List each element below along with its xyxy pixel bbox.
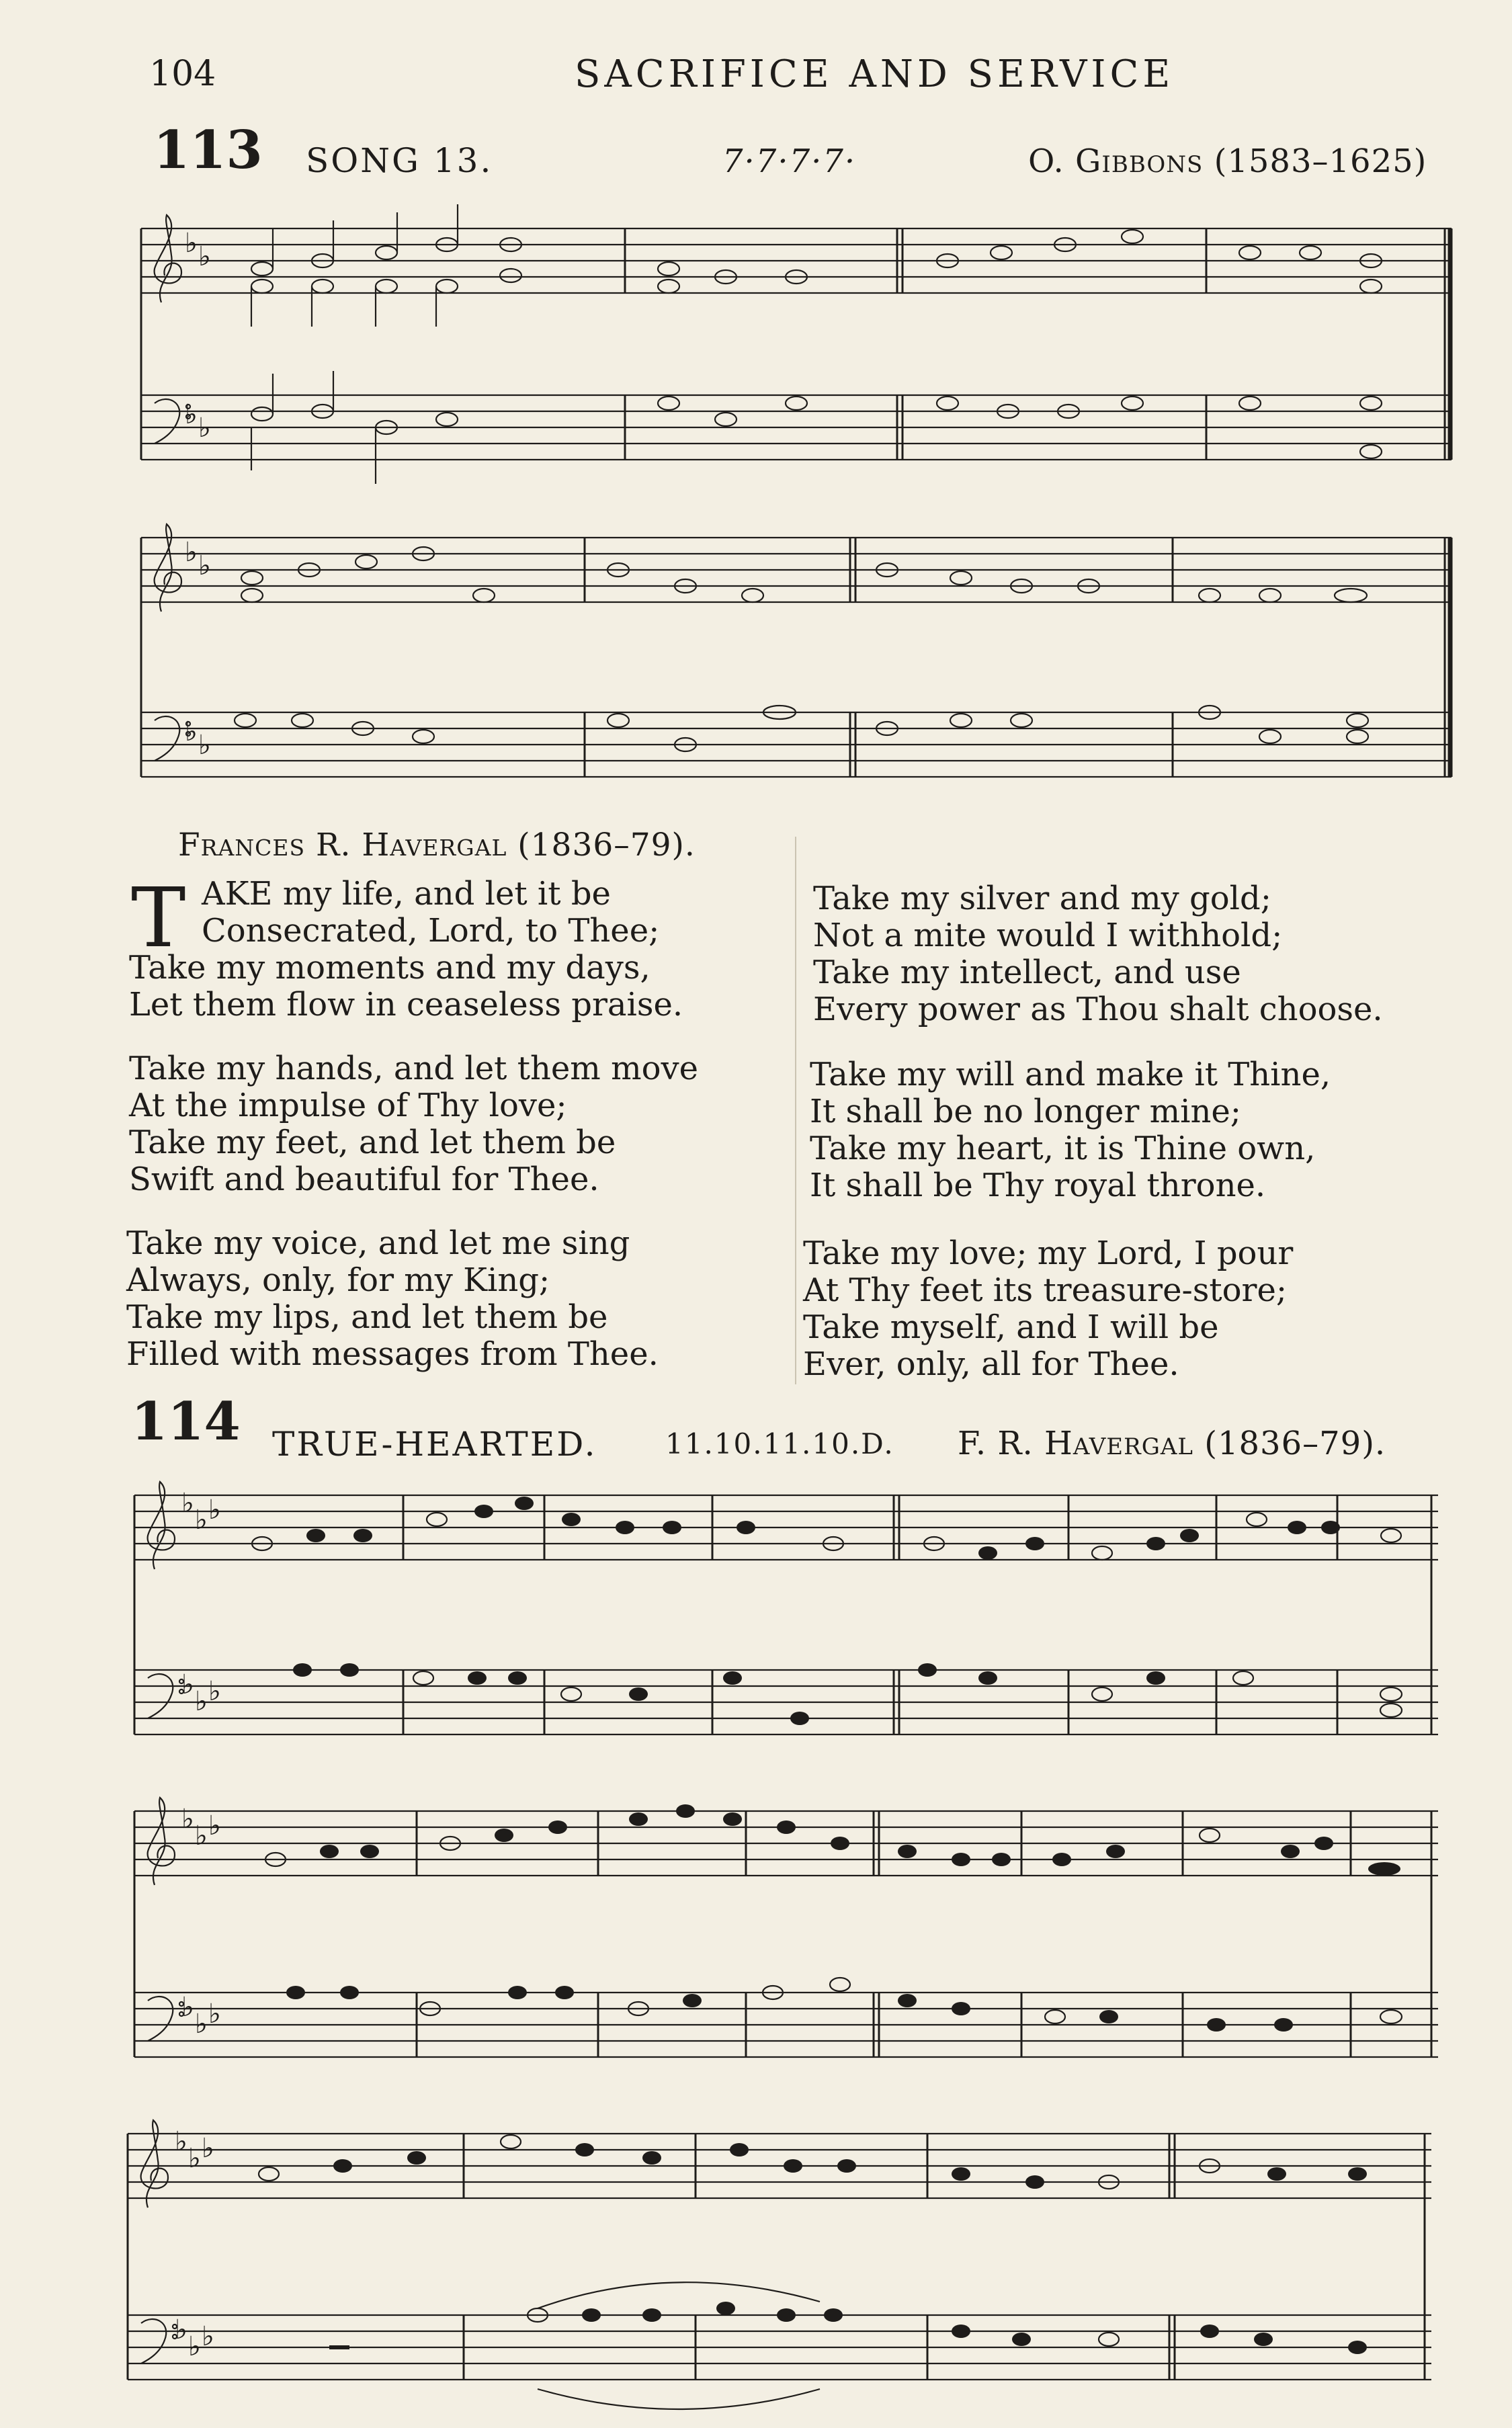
verse-line: Take my moments and my days, [129, 949, 650, 987]
running-header: SACRIFICE AND SERVICE [575, 52, 1175, 96]
svg-text:♭: ♭ [198, 730, 211, 761]
key-signature [181, 1804, 221, 2040]
svg-text:♭: ♭ [188, 2331, 201, 2362]
hymn-number: 113 [153, 120, 263, 181]
svg-text:♭: ♭ [175, 2126, 187, 2157]
svg-text:♭: ♭ [195, 1686, 208, 1717]
notes-114-c [259, 2135, 1367, 2354]
verse-line: Take my heart, it is Thine own, [810, 1130, 1316, 1167]
bass-staff [134, 1670, 1438, 1734]
svg-text:♭: ♭ [198, 241, 211, 272]
music-system-114-c [121, 2107, 1438, 2416]
stems-113-a [251, 204, 458, 484]
svg-text:♭: ♭ [208, 1810, 221, 1841]
svg-text:♭: ♭ [181, 1992, 194, 2023]
svg-text:♭: ♭ [208, 1999, 221, 2029]
notes-114-a [252, 1497, 1402, 1725]
page-number: 104 [149, 54, 216, 94]
bass-staff [141, 395, 1452, 460]
verse-line: At the impulse of Thy love; [129, 1087, 567, 1124]
tune-name: SONG 13. [306, 141, 493, 180]
hymn-number: 114 [131, 1391, 241, 1452]
stanza-left-1 [202, 876, 659, 950]
verse-line: Every power as Thou shalt choose. [813, 991, 1383, 1028]
music-system-114-b [128, 1784, 1445, 2093]
bass-staff [128, 2315, 1431, 2380]
stanza-right-2 [810, 1056, 1331, 1204]
svg-text:♭: ♭ [208, 1676, 221, 1707]
svg-text:♭: ♭ [195, 1505, 208, 1536]
stanza-right-1 [813, 880, 1383, 1028]
music-system-114-a [128, 1468, 1445, 1771]
verse-line: Take my feet, and let them be [129, 1124, 616, 1161]
bass-staff [141, 712, 1452, 777]
notes-113-a [251, 230, 1382, 458]
verse-line: Ever, only, all for Thee. [803, 1345, 1179, 1383]
svg-text:♭: ♭ [175, 2314, 187, 2345]
svg-text:♭: ♭ [185, 228, 198, 259]
stanza-right-3 [803, 1235, 1293, 1383]
verse-line: Take my will and make it Thine, [810, 1056, 1331, 1093]
verse-line: Take my love; my Lord, I pour [803, 1234, 1294, 1272]
treble-staff [128, 2134, 1431, 2198]
bass-clef-icon [148, 1674, 183, 1718]
tune-name: TRUE-HEARTED. [272, 1425, 597, 1464]
verse-line: Filled with messages from Thee. [126, 1335, 659, 1373]
drop-cap: T [131, 870, 186, 966]
svg-text:♭: ♭ [181, 1488, 194, 1519]
verse-line: At Thy feet its treasure-store; [803, 1271, 1288, 1309]
verse-line: Take my hands, and let them move [129, 1050, 699, 1087]
svg-text:♭: ♭ [198, 550, 211, 581]
notes-113-b [235, 547, 1368, 751]
verse-line: Let them flow in ceaseless praise. [129, 986, 683, 1023]
column-divider [795, 837, 796, 1384]
bass-clef-icon [148, 1997, 183, 2041]
verse-line: Not a mite would I withhold; [813, 917, 1283, 954]
meter: 11.10.11.10.D. [665, 1427, 894, 1460]
svg-text:♭: ♭ [185, 399, 198, 430]
music-system-113-a [134, 202, 1458, 491]
svg-text:♭: ♭ [198, 413, 211, 444]
svg-text:♭: ♭ [185, 537, 198, 568]
slur [538, 2282, 820, 2308]
stanza-left-3 [126, 1225, 659, 1373]
composer: F. R. Havergal (1836–79). [958, 1425, 1386, 1462]
text-author: Frances R. Havergal (1836–79). [178, 827, 696, 864]
treble-staff [134, 1495, 1438, 1560]
verse-line: Take my voice, and let me sing [126, 1224, 630, 1262]
verse-line: Take my lips, and let them be [126, 1298, 608, 1336]
notes-114-b [265, 1804, 1402, 2032]
music-system-113-b [134, 511, 1458, 806]
svg-text:♭: ♭ [185, 716, 198, 747]
verse-line: It shall be Thy royal throne. [810, 1167, 1266, 1204]
verse-line: AKE my life, and let it be [202, 875, 611, 913]
svg-text:♭: ♭ [181, 1669, 194, 1700]
verse-line: Swift and beautiful for Thee. [129, 1161, 599, 1198]
stanza-left-2 [129, 1050, 698, 1198]
slur [538, 2389, 820, 2409]
svg-text:♭: ♭ [195, 1820, 208, 1851]
key-signature [175, 2126, 214, 2362]
svg-text:♭: ♭ [202, 2321, 214, 2352]
svg-text:♭: ♭ [181, 1804, 194, 1835]
meter: 7·7·7·7· [722, 142, 857, 180]
treble-staff [141, 538, 1452, 602]
svg-text:♭: ♭ [208, 1495, 221, 1525]
key-signature [181, 1488, 221, 1717]
svg-text:♭: ♭ [202, 2133, 214, 2164]
verse-line: It shall be no longer mine; [810, 1093, 1241, 1130]
svg-text:♭: ♭ [188, 2143, 201, 2174]
verse-line: Take my intellect, and use [813, 954, 1241, 991]
svg-text:♭: ♭ [195, 2009, 208, 2040]
verse-line: Consecrated, Lord, to Thee; [202, 912, 660, 950]
composer: O. Gibbons (1583–1625) [1028, 142, 1427, 180]
verse-line: Take my silver and my gold; [813, 880, 1271, 917]
bass-staff [134, 1993, 1438, 2057]
stanza-left-1-cont [129, 950, 683, 1023]
verse-line: Take myself, and I will be [803, 1308, 1219, 1346]
bass-clef-icon [141, 2319, 177, 2363]
verse-line: Always, only, for my King; [126, 1261, 550, 1299]
